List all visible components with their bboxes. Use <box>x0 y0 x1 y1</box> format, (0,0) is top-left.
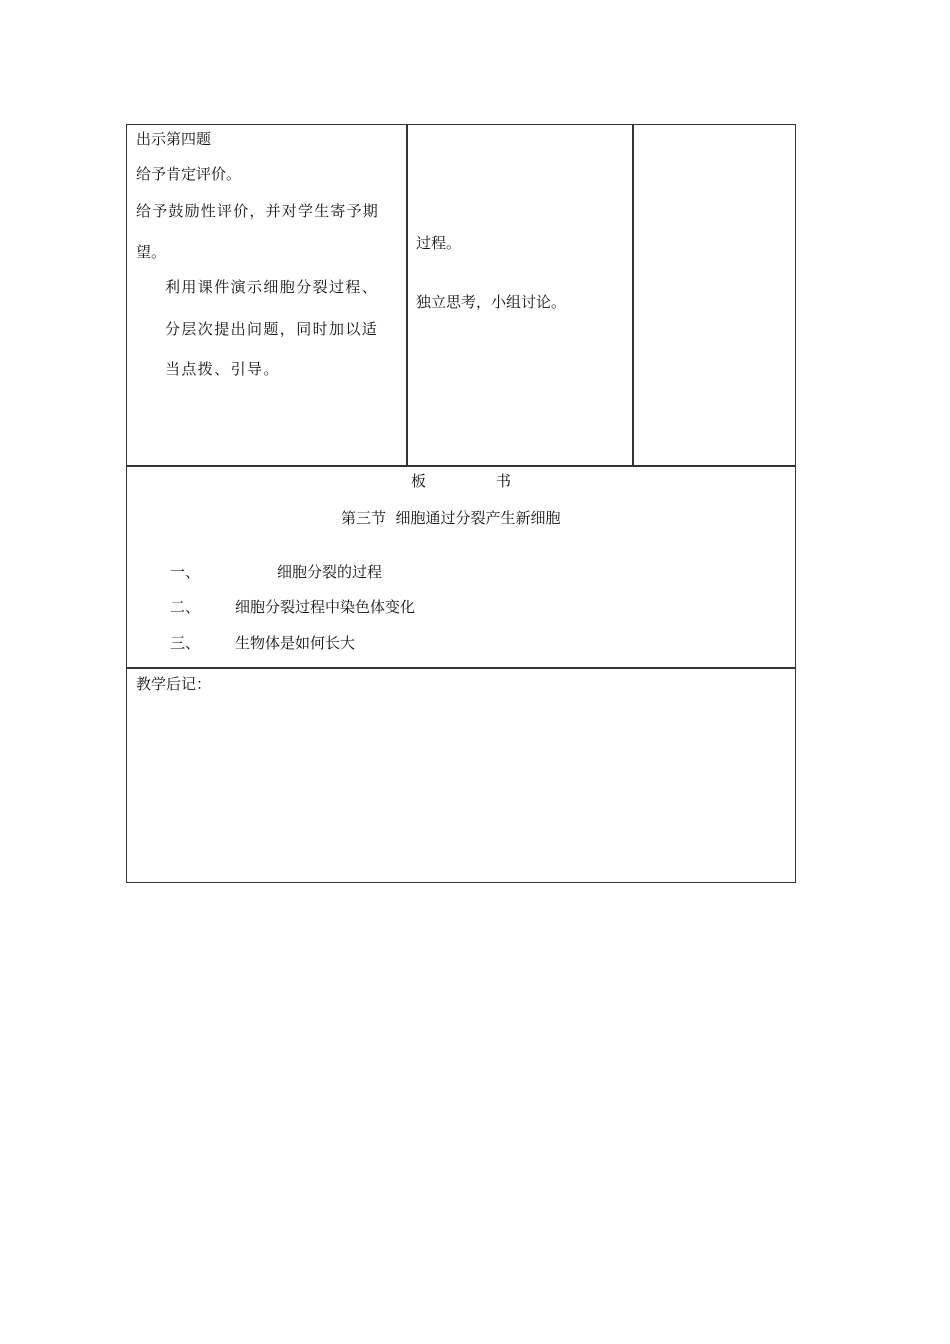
board-item-2-number: 二、 <box>170 598 201 616</box>
teacher-line-1: 出示第四题 <box>136 130 212 148</box>
board-title: 第三节 细胞通过分裂产生新细胞 <box>341 509 561 527</box>
board-item-3-number: 三、 <box>170 634 201 652</box>
board-item-1-number: 一、 <box>170 563 201 581</box>
teaching-notes-cell <box>126 667 796 883</box>
board-item-2-text: 细胞分裂过程中染色体变化 <box>235 598 416 616</box>
board-item-1-text: 细胞分裂的过程 <box>277 563 383 581</box>
board-item-3-text: 生物体是如何长大 <box>235 634 356 652</box>
blackboard-cell <box>126 465 796 669</box>
board-label-left: 板 <box>411 472 427 490</box>
teacher-line-5: 利用课件演示细胞分裂过程、 <box>165 278 379 296</box>
teacher-line-7: 当点拨、引导。 <box>165 360 280 378</box>
teacher-line-3: 给予鼓励性评价，并对学生寄予期 <box>136 202 380 220</box>
teacher-line-4: 望。 <box>136 243 167 261</box>
teaching-notes-label: 教学后记： <box>136 675 212 693</box>
teacher-line-2: 给予肯定评价。 <box>136 165 242 183</box>
board-label-right: 书 <box>496 472 512 490</box>
student-line-2: 独立思考，小组讨论。 <box>416 293 567 311</box>
design-intent-cell <box>632 124 796 467</box>
student-line-1: 过程。 <box>416 234 462 252</box>
teacher-line-6: 分层次提出问题，同时加以适 <box>165 320 379 338</box>
